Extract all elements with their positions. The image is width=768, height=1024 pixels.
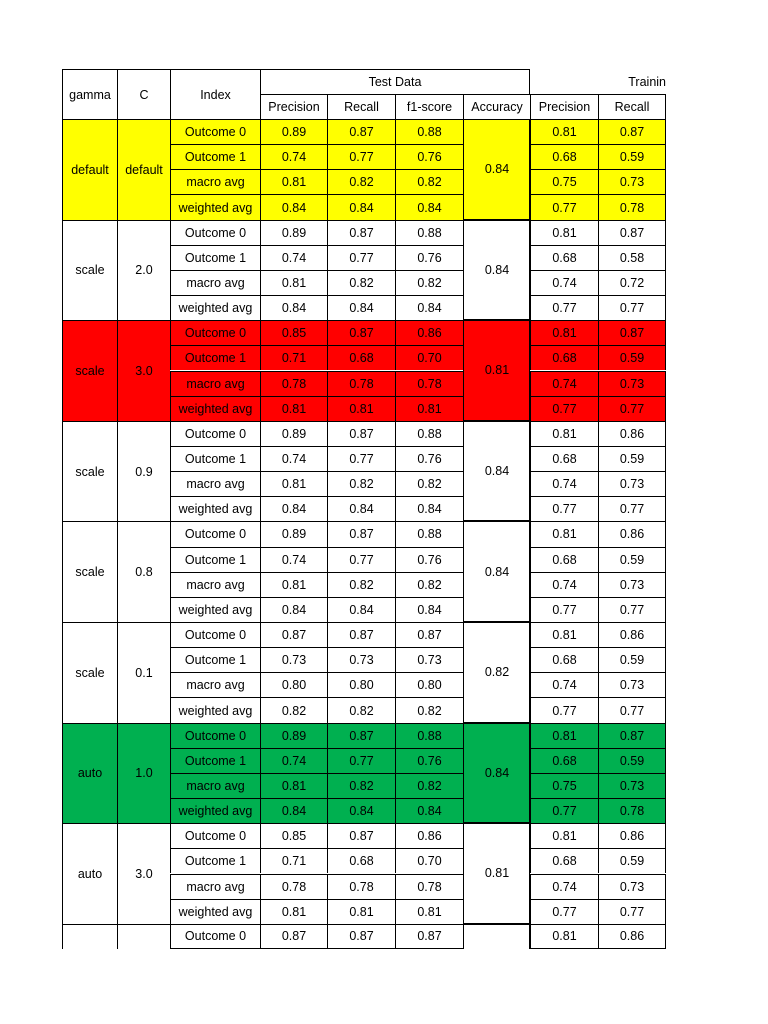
train-precision-cell: 0.68: [530, 647, 598, 672]
train-precision-cell: 0.81: [530, 220, 598, 245]
accuracy-cell: 0.82: [463, 622, 530, 723]
f1-score-cell: 0.82: [395, 697, 463, 722]
train-recall-cell: 0.73: [598, 471, 666, 496]
train-precision-cell: 0.68: [530, 144, 598, 169]
f1-score-cell: 0.88: [395, 723, 463, 748]
f1-score-cell: 0.84: [395, 798, 463, 823]
train-precision-cell: 0.81: [530, 421, 598, 446]
recall-cell: 0.87: [327, 119, 395, 144]
precision-cell: 0.81: [260, 169, 327, 194]
train-recall-cell: 0.73: [598, 169, 666, 194]
recall-cell: 0.84: [327, 194, 395, 219]
train-precision-header: Precision: [530, 94, 598, 119]
f1-score-cell: 0.78: [395, 371, 463, 396]
index-cell: macro avg: [170, 773, 260, 798]
recall-cell: 0.87: [327, 622, 395, 647]
precision-cell: 0.89: [260, 220, 327, 245]
test-data-right-border: [529, 119, 530, 949]
f1-score-cell: 0.82: [395, 471, 463, 496]
index-cell: Outcome 0: [170, 723, 260, 748]
train-recall-cell: 0.73: [598, 572, 666, 597]
train-recall-cell: 0.77: [598, 899, 666, 924]
train-precision-cell: 0.68: [530, 748, 598, 773]
c-cell: 0.1: [117, 622, 170, 723]
f1-score-cell: 0.76: [395, 446, 463, 471]
gamma-cell: [62, 924, 117, 949]
recall-cell: 0.77: [327, 446, 395, 471]
precision-cell: 0.89: [260, 119, 327, 144]
recall-cell: 0.68: [327, 848, 395, 873]
training-header: Trainin: [628, 74, 666, 89]
train-recall-cell: 0.87: [598, 723, 666, 748]
train-precision-cell: 0.81: [530, 924, 598, 949]
train-recall-cell: 0.59: [598, 848, 666, 873]
index-cell: Outcome 1: [170, 647, 260, 672]
train-recall-cell: 0.86: [598, 924, 666, 949]
index-cell: Outcome 0: [170, 521, 260, 546]
index-cell: Outcome 0: [170, 823, 260, 848]
index-cell: Outcome 1: [170, 245, 260, 270]
train-precision-cell: 0.81: [530, 622, 598, 647]
precision-cell: 0.81: [260, 899, 327, 924]
f1-score-cell: 0.86: [395, 823, 463, 848]
c-cell: 2.0: [117, 220, 170, 321]
train-recall-cell: 0.78: [598, 798, 666, 823]
gamma-cell: auto: [62, 823, 117, 924]
recall-cell: 0.87: [327, 723, 395, 748]
gamma-cell: auto: [62, 723, 117, 824]
precision-cell: 0.71: [260, 345, 327, 370]
f1-score-cell: 0.84: [395, 496, 463, 521]
accuracy-cell: 0.84: [463, 119, 530, 220]
train-recall-cell: 0.77: [598, 697, 666, 722]
index-cell: Outcome 0: [170, 220, 260, 245]
train-precision-cell: 0.77: [530, 496, 598, 521]
index-cell: Outcome 0: [170, 119, 260, 144]
precision-cell: 0.85: [260, 320, 327, 345]
index-cell: Outcome 0: [170, 622, 260, 647]
train-recall-cell: 0.86: [598, 823, 666, 848]
accuracy-cell: [463, 924, 530, 949]
gamma-cell: default: [62, 119, 117, 220]
accuracy-cell: 0.81: [463, 320, 530, 421]
f1-score-cell: 0.76: [395, 748, 463, 773]
index-cell: weighted avg: [170, 496, 260, 521]
precision-cell: 0.89: [260, 421, 327, 446]
index-cell: weighted avg: [170, 697, 260, 722]
f1-score-cell: 0.84: [395, 194, 463, 219]
c-cell: default: [117, 119, 170, 220]
train-precision-cell: 0.74: [530, 672, 598, 697]
precision-cell: 0.81: [260, 270, 327, 295]
train-precision-cell: 0.81: [530, 723, 598, 748]
f1-score-cell: 0.70: [395, 848, 463, 873]
accuracy-cell: 0.81: [463, 823, 530, 924]
train-recall-cell: 0.59: [598, 345, 666, 370]
index-cell: weighted avg: [170, 194, 260, 219]
recall-cell: 0.87: [327, 924, 395, 949]
train-precision-cell: 0.81: [530, 823, 598, 848]
precision-cell: 0.81: [260, 471, 327, 496]
index-cell: weighted avg: [170, 597, 260, 622]
precision-cell: 0.87: [260, 924, 327, 949]
recall-cell: 0.84: [327, 597, 395, 622]
train-recall-cell: 0.59: [598, 446, 666, 471]
recall-cell: 0.87: [327, 823, 395, 848]
f1-score-cell: 0.86: [395, 320, 463, 345]
train-precision-cell: 0.77: [530, 597, 598, 622]
precision-cell: 0.74: [260, 748, 327, 773]
precision-cell: 0.73: [260, 647, 327, 672]
train-precision-cell: 0.68: [530, 547, 598, 572]
train-recall-cell: 0.73: [598, 773, 666, 798]
f1-score-cell: 0.88: [395, 220, 463, 245]
recall-cell: 0.81: [327, 899, 395, 924]
index-cell: Outcome 0: [170, 421, 260, 446]
recall-cell: 0.78: [327, 874, 395, 899]
f1-score-cell: 0.76: [395, 547, 463, 572]
accuracy-cell: 0.84: [463, 521, 530, 622]
recall-cell: 0.82: [327, 270, 395, 295]
precision-cell: 0.74: [260, 446, 327, 471]
index-cell: macro avg: [170, 572, 260, 597]
train-precision-cell: 0.68: [530, 245, 598, 270]
train-recall-cell: 0.87: [598, 220, 666, 245]
train-recall-cell: 0.59: [598, 647, 666, 672]
recall-cell: 0.78: [327, 371, 395, 396]
train-recall-cell: 0.77: [598, 396, 666, 421]
train-recall-cell: 0.73: [598, 672, 666, 697]
precision-cell: 0.82: [260, 697, 327, 722]
index-cell: Outcome 0: [170, 924, 260, 949]
f1-score-cell: 0.87: [395, 924, 463, 949]
train-recall-cell: 0.59: [598, 144, 666, 169]
index-cell: Outcome 1: [170, 345, 260, 370]
gamma-cell: scale: [62, 622, 117, 723]
gamma-cell: scale: [62, 320, 117, 421]
index-cell: Outcome 0: [170, 320, 260, 345]
f1-score-cell: 0.82: [395, 169, 463, 194]
index-cell: weighted avg: [170, 295, 260, 320]
f1-score-cell: 0.88: [395, 521, 463, 546]
precision-cell: 0.84: [260, 295, 327, 320]
recall-cell: 0.82: [327, 572, 395, 597]
train-recall-cell: 0.73: [598, 874, 666, 899]
f1-score-cell: 0.76: [395, 144, 463, 169]
index-cell: Outcome 1: [170, 547, 260, 572]
c-cell: 0.8: [117, 521, 170, 622]
train-recall-cell: 0.77: [598, 496, 666, 521]
train-precision-cell: 0.77: [530, 194, 598, 219]
train-recall-cell: 0.58: [598, 245, 666, 270]
f1-score-cell: 0.88: [395, 421, 463, 446]
recall-cell: 0.87: [327, 421, 395, 446]
recall-cell: 0.80: [327, 672, 395, 697]
c-cell: [117, 924, 170, 949]
train-recall-cell: 0.77: [598, 597, 666, 622]
precision-cell: 0.84: [260, 798, 327, 823]
index-cell: macro avg: [170, 371, 260, 396]
precision-cell: 0.84: [260, 496, 327, 521]
recall-cell: 0.68: [327, 345, 395, 370]
index-cell: weighted avg: [170, 798, 260, 823]
precision-cell: 0.74: [260, 144, 327, 169]
recall-cell: 0.82: [327, 773, 395, 798]
train-recall-cell: 0.78: [598, 194, 666, 219]
index-cell: weighted avg: [170, 899, 260, 924]
f1-score-cell: 0.84: [395, 597, 463, 622]
gamma-cell: scale: [62, 421, 117, 522]
recall-cell: 0.84: [327, 295, 395, 320]
index-cell: macro avg: [170, 672, 260, 697]
accuracy-cell: 0.84: [463, 421, 530, 522]
f1-score-cell: 0.81: [395, 899, 463, 924]
f1-score-cell: 0.81: [395, 396, 463, 421]
index-cell: weighted avg: [170, 396, 260, 421]
precision-header: Precision: [260, 94, 327, 119]
index-cell: macro avg: [170, 169, 260, 194]
recall-cell: 0.87: [327, 220, 395, 245]
recall-cell: 0.84: [327, 496, 395, 521]
c-cell: 3.0: [117, 823, 170, 924]
c-cell: 3.0: [117, 320, 170, 421]
recall-cell: 0.82: [327, 169, 395, 194]
recall-cell: 0.87: [327, 320, 395, 345]
precision-cell: 0.80: [260, 672, 327, 697]
f1-score-header: f1-score: [395, 94, 463, 119]
precision-cell: 0.89: [260, 723, 327, 748]
train-precision-cell: 0.77: [530, 697, 598, 722]
precision-cell: 0.85: [260, 823, 327, 848]
test-data-header: Test Data: [260, 69, 530, 94]
train-precision-cell: 0.74: [530, 874, 598, 899]
index-cell: Outcome 1: [170, 144, 260, 169]
precision-cell: 0.84: [260, 597, 327, 622]
train-precision-cell: 0.81: [530, 521, 598, 546]
recall-cell: 0.82: [327, 697, 395, 722]
train-recall-cell: 0.87: [598, 119, 666, 144]
train-precision-cell: 0.75: [530, 169, 598, 194]
f1-score-cell: 0.82: [395, 773, 463, 798]
recall-cell: 0.81: [327, 396, 395, 421]
index-cell: Outcome 1: [170, 748, 260, 773]
train-recall-cell: 0.59: [598, 748, 666, 773]
recall-cell: 0.84: [327, 798, 395, 823]
accuracy-cell: 0.84: [463, 723, 530, 824]
index-cell: macro avg: [170, 874, 260, 899]
train-precision-cell: 0.74: [530, 270, 598, 295]
train-recall-cell: 0.86: [598, 521, 666, 546]
index-header: Index: [170, 69, 260, 119]
precision-cell: 0.74: [260, 547, 327, 572]
precision-cell: 0.87: [260, 622, 327, 647]
precision-cell: 0.81: [260, 773, 327, 798]
train-precision-cell: 0.68: [530, 345, 598, 370]
c-cell: 1.0: [117, 723, 170, 824]
train-recall-cell: 0.87: [598, 320, 666, 345]
recall-cell: 0.82: [327, 471, 395, 496]
f1-score-cell: 0.84: [395, 295, 463, 320]
recall-cell: 0.73: [327, 647, 395, 672]
index-cell: macro avg: [170, 471, 260, 496]
f1-score-cell: 0.80: [395, 672, 463, 697]
train-precision-cell: 0.74: [530, 572, 598, 597]
train-recall-cell: 0.73: [598, 371, 666, 396]
f1-score-cell: 0.82: [395, 572, 463, 597]
train-precision-cell: 0.74: [530, 471, 598, 496]
f1-score-cell: 0.70: [395, 345, 463, 370]
gamma-cell: scale: [62, 220, 117, 321]
train-recall-cell: 0.86: [598, 421, 666, 446]
train-precision-cell: 0.81: [530, 320, 598, 345]
f1-score-cell: 0.88: [395, 119, 463, 144]
f1-score-cell: 0.87: [395, 622, 463, 647]
recall-header: Recall: [327, 94, 395, 119]
c-header: C: [117, 69, 170, 119]
accuracy-header: Accuracy: [463, 94, 530, 119]
recall-cell: 0.77: [327, 144, 395, 169]
train-recall-cell: 0.86: [598, 622, 666, 647]
train-precision-cell: 0.74: [530, 371, 598, 396]
c-cell: 0.9: [117, 421, 170, 522]
train-recall-header: Recall: [598, 94, 666, 119]
train-precision-cell: 0.77: [530, 396, 598, 421]
recall-cell: 0.77: [327, 748, 395, 773]
precision-cell: 0.71: [260, 848, 327, 873]
train-precision-cell: 0.68: [530, 848, 598, 873]
precision-cell: 0.78: [260, 371, 327, 396]
train-recall-cell: 0.77: [598, 295, 666, 320]
train-recall-cell: 0.72: [598, 270, 666, 295]
recall-cell: 0.87: [327, 521, 395, 546]
f1-score-cell: 0.76: [395, 245, 463, 270]
recall-cell: 0.77: [327, 245, 395, 270]
precision-cell: 0.81: [260, 572, 327, 597]
f1-score-cell: 0.82: [395, 270, 463, 295]
precision-cell: 0.84: [260, 194, 327, 219]
gamma-header: gamma: [62, 69, 117, 119]
index-cell: Outcome 1: [170, 446, 260, 471]
train-precision-cell: 0.77: [530, 798, 598, 823]
train-precision-cell: 0.68: [530, 446, 598, 471]
precision-cell: 0.78: [260, 874, 327, 899]
train-precision-cell: 0.81: [530, 119, 598, 144]
train-recall-cell: 0.59: [598, 547, 666, 572]
f1-score-cell: 0.78: [395, 874, 463, 899]
accuracy-cell: 0.84: [463, 220, 530, 321]
train-precision-cell: 0.77: [530, 899, 598, 924]
precision-cell: 0.81: [260, 396, 327, 421]
recall-cell: 0.77: [327, 547, 395, 572]
gamma-cell: scale: [62, 521, 117, 622]
index-cell: Outcome 1: [170, 848, 260, 873]
precision-cell: 0.89: [260, 521, 327, 546]
train-precision-cell: 0.77: [530, 295, 598, 320]
index-cell: macro avg: [170, 270, 260, 295]
train-precision-cell: 0.75: [530, 773, 598, 798]
precision-cell: 0.74: [260, 245, 327, 270]
f1-score-cell: 0.73: [395, 647, 463, 672]
